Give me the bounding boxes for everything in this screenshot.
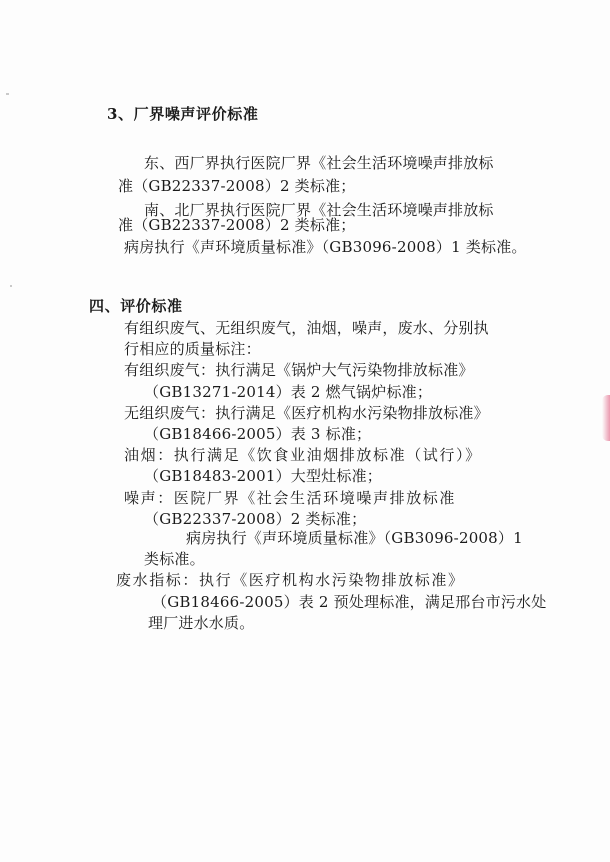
section-4-item-6: （GB18483-2001）大型灶标准； (144, 467, 382, 485)
section-4-item-8: （GB22337-2008）2 类标准； (144, 510, 367, 528)
section-4-intro-1: 有组织废气、无组织废气，油烟，噪声，废水、分别执 (124, 319, 489, 337)
scan-mark (6, 93, 9, 95)
stamp-edge-mark (602, 395, 610, 441)
section-4-item-2: （GB13271-2014）表 2 燃气锅炉标准； (144, 383, 433, 401)
section-4-item-9: 病房执行《声环境质量标准》（GB3096-2008）1 (186, 529, 523, 547)
section-3-line-2: 准（GB22337-2008）2 类标准； (118, 177, 356, 195)
section-3-heading: 3、厂界噪声评价标准 (107, 105, 259, 123)
section-4-item-13: 理厂进水水质。 (148, 614, 255, 632)
section-4-item-11: 废水指标：执行《医疗机构水污染物排放标准》 (116, 571, 465, 589)
section-4-item-10: 类标准。 (144, 550, 205, 568)
section-4-item-12: （GB18466-2005）表 2 预处理标准，满足邢台市污水处 (152, 593, 547, 611)
section-3-line-5: 病房执行《声环境质量标准》（GB3096-2008）1 类标准。 (124, 238, 527, 256)
section-3-line-3: 南、北厂界执行医院厂界《社会生活环境噪声排放标 (144, 201, 494, 219)
section-4-heading: 四、评价标准 (89, 297, 183, 315)
section-4-item-1: 有组织废气：执行满足《锅炉大气污染物排放标准》 (124, 361, 474, 379)
section-4-item-4: （GB18466-2005）表 3 标准； (144, 425, 372, 443)
section-3-line-1: 东、西厂界执行医院厂界《社会生活环境噪声排放标 (144, 154, 494, 172)
section-3-line-4: 准（GB22337-2008）2 类标准； (118, 216, 356, 234)
section-4-intro-2: 行相应的质量标注： (124, 340, 261, 358)
section-4-item-7: 噪声：医院厂界《社会生活环境噪声排放标准 (124, 489, 457, 507)
section-4-item-5: 油烟：执行满足《饮食业油烟排放标准（试行）》 (124, 446, 482, 464)
scan-mark (10, 285, 12, 287)
section-4-item-3: 无组织废气：执行满足《医疗机构水污染物排放标准》 (124, 404, 489, 422)
